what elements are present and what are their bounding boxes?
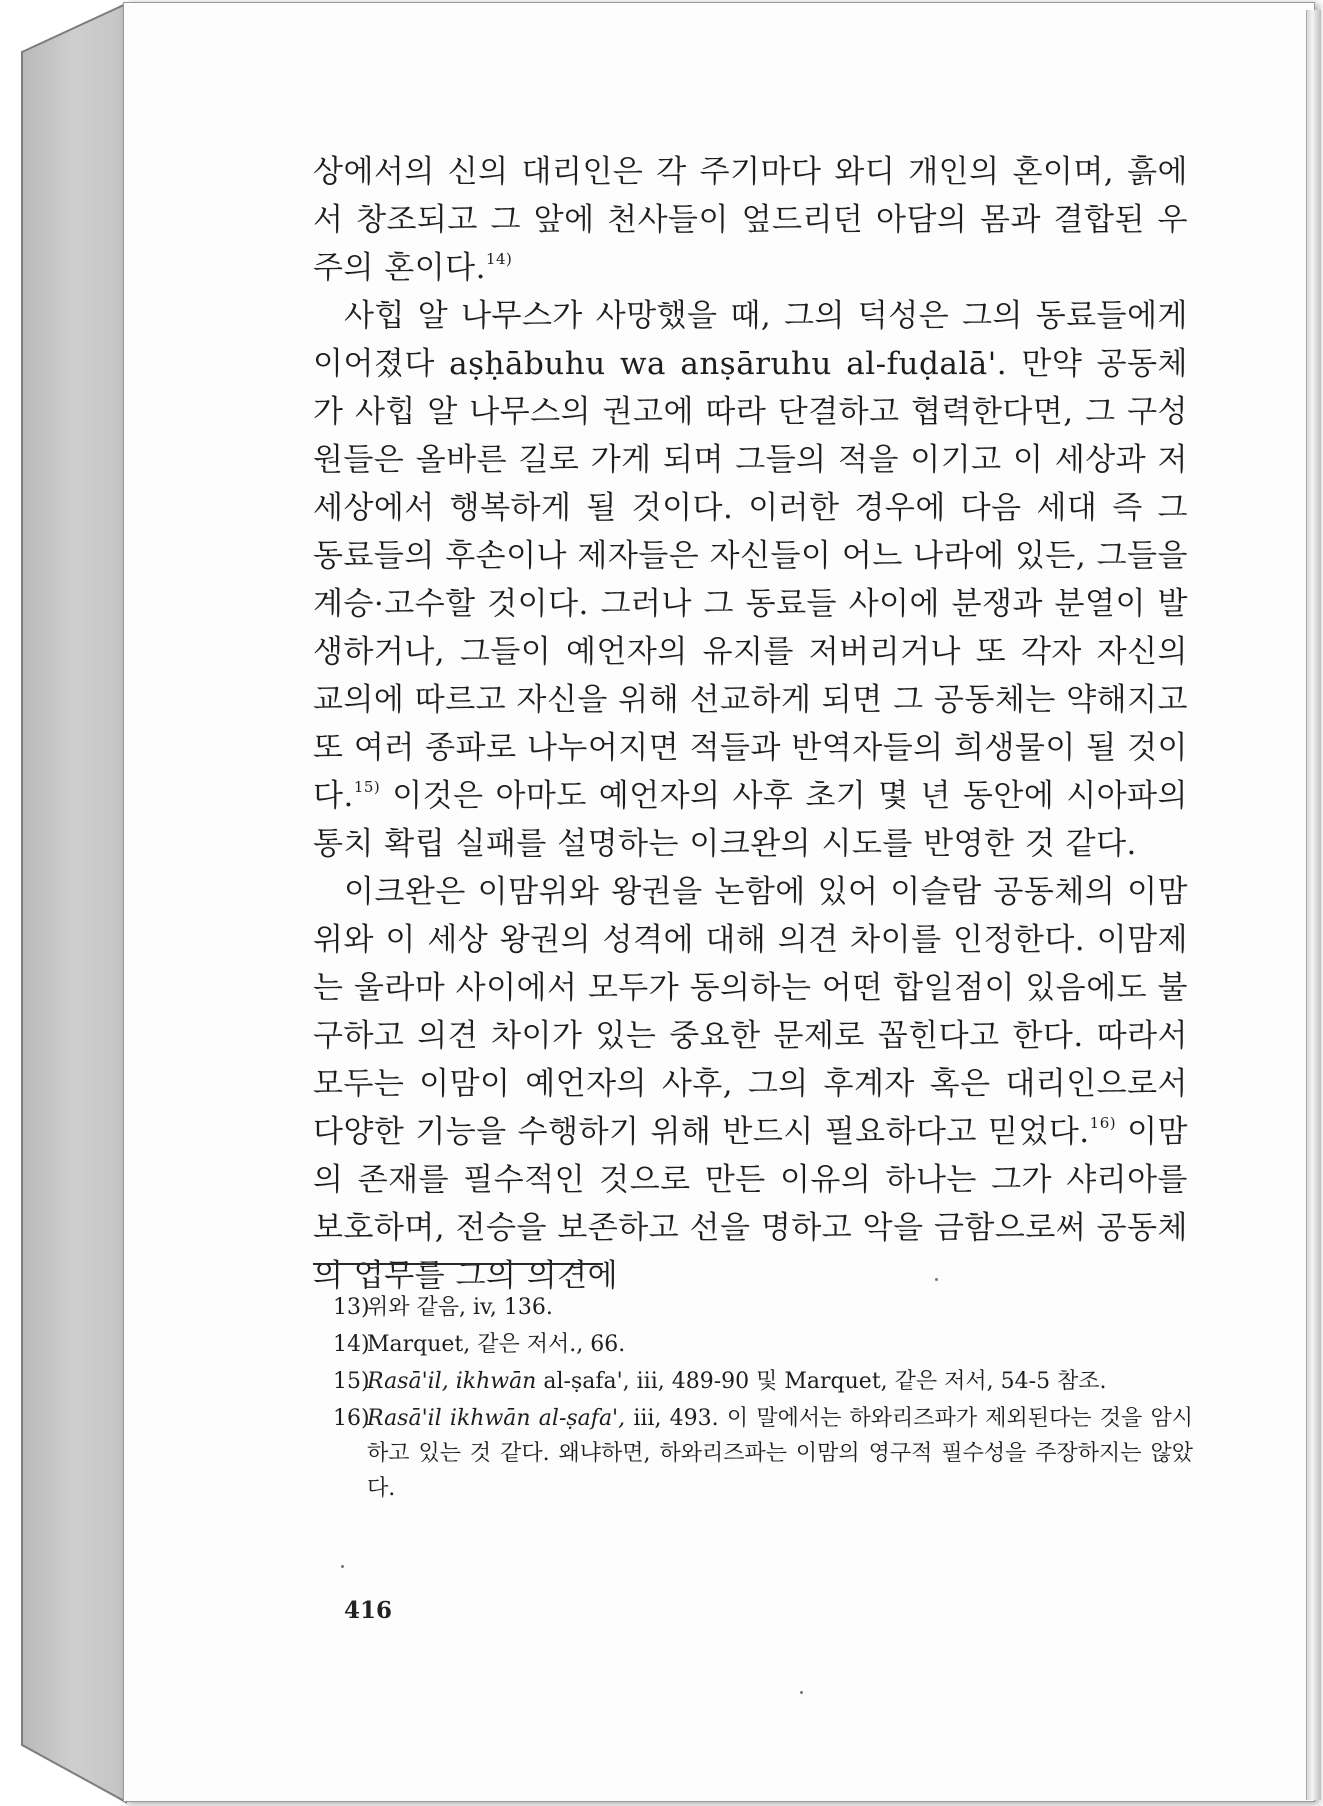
footnote-body: Marquet, 같은 저서., 66. — [367, 1332, 626, 1357]
main-text — [313, 148, 1188, 1300]
paragraph-1 — [313, 148, 1188, 292]
scan-speck — [800, 1691, 803, 1694]
footnote-text — [367, 1364, 1193, 1399]
footnote-text — [367, 1401, 1193, 1506]
paragraph-2-tail: 이것은 아마도 예언자의 사후 초기 몇 년 동안에 시아파의 통치 확립 실패를 설명하는 이크완의 시도를 반영한 것 같다. — [313, 778, 1188, 862]
paragraph-3-tail: 이맘의 존재를 필수적인 것으로 만든 이유의 하나는 그가 샤리아를 보호하며, 전승을 보존하고 선을 명하고 악을 금함으로써 공동체의 업무를 그의 의견에 — [313, 1114, 1189, 1294]
paragraph-2 — [313, 292, 1188, 868]
footnote-number: 14) — [333, 1332, 370, 1357]
footnote-ref-15: 15) — [353, 778, 381, 796]
footnote-ref-16: 16) — [1089, 1114, 1117, 1132]
book-spine — [0, 0, 130, 1806]
footnotes — [333, 1290, 1193, 1508]
page-edge — [1306, 10, 1321, 1800]
paragraph-3-text: 이크완은 이맘위와 왕권을 논함에 있어 이슬람 공동체의 이맘위와 이 세상 왕권의 성격에 대해 의견 차이를 인정한다. 이맘제는 울라마 사이에서 모두가 동의하는 어떤 합일점이 있음에도 불구하고 의견 차이가 있는 중요한 문제로 꼽힌다고 한다. 따라서 모두는 이맘이 예언자의 사후, 그의 후계자 혹은 대리인으로서 다양한 기능을 수행하기 위해 반드시 필요하다고 믿었다. — [313, 874, 1188, 1150]
footnote-text — [367, 1290, 1193, 1325]
footnote-italic-title: Rasā'il ikhwān al-ṣafa', — [367, 1406, 626, 1431]
footnote-divider — [313, 1263, 603, 1265]
footnote-text — [367, 1327, 1193, 1362]
footnote-body: al-ṣafa', iii, 489-90 및 Marquet, 같은 저서, 54-5 참조. — [536, 1369, 1107, 1394]
scan-speck — [935, 1278, 938, 1281]
footnote-number: 13) — [333, 1295, 370, 1320]
footnote-14 — [333, 1327, 1193, 1362]
footnote-13 — [333, 1290, 1193, 1325]
footnote-16 — [333, 1401, 1193, 1506]
footnote-ref-14: 14) — [485, 250, 513, 268]
footnote-body: iii, 493. 이 말에서는 하와리즈파가 제외된다는 것을 암시하고 있는 것 같다. 왜냐하면, 하와리즈파는 이맘의 영구적 필수성을 주장하지는 않았다. — [367, 1406, 1193, 1501]
page-number: 416 — [344, 1597, 393, 1624]
footnote-number: 15) — [333, 1369, 370, 1394]
footnote-number: 16) — [333, 1406, 370, 1431]
paragraph-2-text: 사힙 알 나무스가 사망했을 때, 그의 덕성은 그의 동료들에게 이어졌다 aṣḥābuhu wa anṣāruhu al-fuḍalā'. 만약 공동체가 사힙 알 나무스의 권고에 따라 단결하고 협력한다면, 그 구성원들은 올바른 길로 가게 되며 그들의 적을 이기고 이 세상과 저 세상에서 행복하게 될 것이다. 이러한 경우에 다음 세대 즉 그 동료들의 후손이나 제자들은 자신들이 어느 나라에 있든, 그들을 계승·고수할 것이다. 그러나 그 동료들 사이에 분쟁과 분열이 발생하거나, 그들이 예언자의 유지를 저버리거나 또 각자 자신의 교의에 따르고 자신을 위해 선교하게 되면 그 공동체는 약해지고 또 여러 종파로 나누어지면 적들과 반역자들의 희생물이 될 것이다. — [313, 298, 1188, 814]
footnote-15 — [333, 1364, 1193, 1399]
footnote-italic-title: Rasā'il, ikhwān — [367, 1369, 537, 1394]
paragraph-3 — [313, 868, 1188, 1300]
scan-speck — [341, 1565, 344, 1568]
footnote-body: 위와 같음, iv, 136. — [367, 1295, 553, 1320]
paragraph-1-text: 상에서의 신의 대리인은 각 주기마다 와디 개인의 혼이며, 흙에서 창조되고 그 앞에 천사들이 엎드리던 아담의 몸과 결합된 우주의 혼이다. — [313, 154, 1188, 286]
